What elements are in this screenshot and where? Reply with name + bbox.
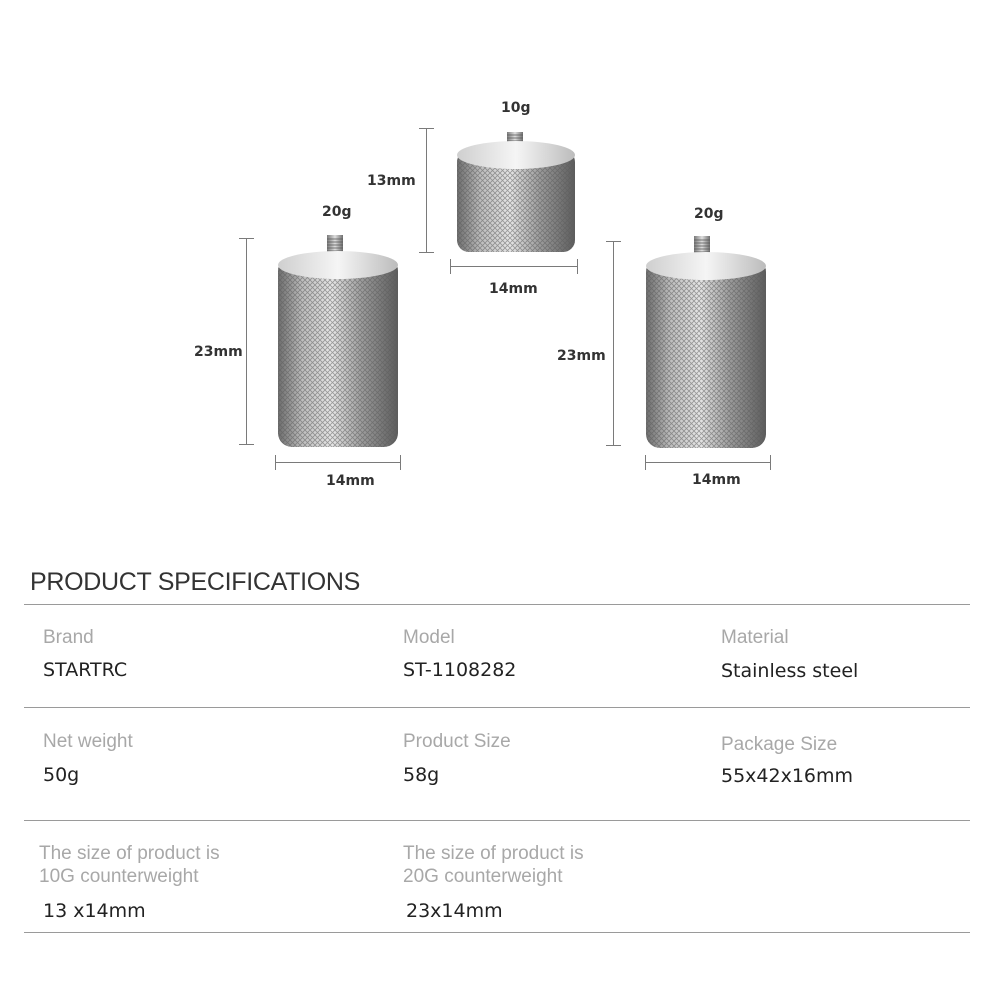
height-label: 23mm [557,348,606,364]
specs-title: PRODUCT SPECIFICATIONS [30,568,361,596]
counterweight-10g-image [450,128,580,258]
material-label: Material [721,627,789,648]
brand-label: Brand [43,627,94,648]
size-10g-label: The size of product is 10G counterweight [39,843,220,887]
brand-value: STARTRC [43,659,128,681]
model-value: ST-1108282 [403,659,517,681]
counterweight-20g-image [644,236,774,451]
divider [24,604,970,605]
height-label: 23mm [194,344,243,360]
package-size-value: 55x42x16mm [721,765,854,787]
weight-label: 10g [501,100,531,116]
model-label: Model [403,627,455,648]
width-label: 14mm [489,281,538,297]
size-20g-label: The size of product is 20G counterweight [403,843,584,887]
product-size-value: 58g [403,764,440,786]
net-weight-label: Net weight [43,731,133,752]
divider [24,932,970,933]
size-10g-value: 13 x14mm [43,900,146,922]
divider [24,820,970,821]
width-label: 14mm [326,473,375,489]
counterweight-20g-image [275,235,405,450]
material-value: Stainless steel [721,660,859,682]
weight-label: 20g [322,204,352,220]
weight-label: 20g [694,206,724,222]
width-label: 14mm [692,472,741,488]
package-size-label: Package Size [721,734,838,755]
net-weight-value: 50g [43,764,80,786]
divider [24,707,970,708]
height-label: 13mm [367,173,416,189]
size-20g-value: 23x14mm [406,900,503,922]
product-size-label: Product Size [403,731,511,752]
